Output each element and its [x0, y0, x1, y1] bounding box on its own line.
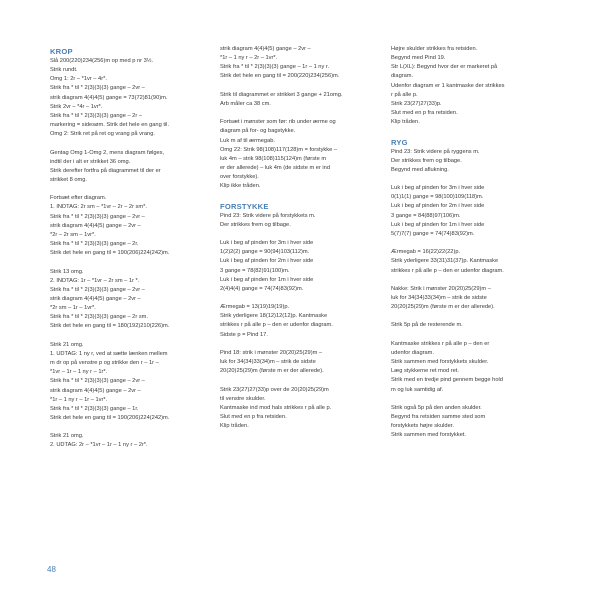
paragraph: [50, 194, 210, 258]
text-line: Strik yderligere 33(31)31(37)p. Kantmaske: [391, 258, 499, 265]
text-line: Strik 23(27)27(33)p over de 20(20)25(29)m: [220, 386, 329, 393]
text-line: Pind 23: Strik videre på forstykkets m.: [220, 212, 316, 219]
text-line: Klip tråden.: [391, 119, 420, 126]
text-line: 1(2)2(2) gange = 90(94)103(112)m.: [220, 249, 310, 256]
text-line: til venstre skulder.: [220, 395, 266, 402]
text-line: *2r sm – 1r – 1vr*.: [50, 305, 96, 312]
text-line: 20(20)25(29)m (første m er der allerede).: [220, 368, 324, 375]
paragraph: [220, 303, 380, 340]
paragraph: [220, 118, 380, 191]
text-line: m dr op på venstre p og strikke den r – 1r –: [50, 360, 159, 367]
text-line: over forstykke).: [220, 174, 259, 181]
text-line: Strik det hele en gang til = 190(206)224(242)m.: [50, 415, 170, 422]
text-line: Str L(XL): Begynd hvor der er markeret på: [391, 64, 498, 71]
text-line: 3 gange = 84(88)97(106)m.: [391, 212, 461, 219]
text-line: strik diagram 4(4)4(5) gange = 73(72)81(90)m.: [50, 94, 168, 101]
text-line: Strik 5p på de resterende m.: [391, 322, 463, 329]
text-line: luk 4m – strik 98(108)115(124)m (første m: [220, 155, 327, 162]
text-line: Slut med en p fra retsiden.: [220, 413, 287, 420]
text-line: Strik rundt.: [50, 67, 78, 74]
text-line: Strik sammen med forstykket.: [391, 432, 466, 439]
paragraph: [50, 57, 210, 139]
text-line: Begynd fra retsiden samme sted som: [391, 413, 486, 420]
paragraph: [391, 340, 563, 395]
text-line: Luk i beg af pinden for 2m i hver side: [220, 258, 314, 265]
text-line: 20(20)25(29)m (første m er der allerede).: [391, 304, 495, 311]
section-heading: FORSTYKKE: [220, 201, 269, 211]
text-line: diagram på for- og bagstykke.: [220, 128, 296, 135]
paragraph: [391, 184, 563, 239]
text-line: Luk i beg af pinden for 1m i hver side: [391, 221, 485, 228]
text-line: diagram.: [391, 73, 414, 80]
text-line: Strik fra * til * 2(3)(3)(3) gange – 2r –: [50, 112, 142, 119]
text-line: *2r – 2r sm – 1vr*.: [50, 231, 96, 238]
text-line: 3 gange = 78(82)91(100)m.: [220, 267, 290, 274]
section-heading: KROP: [50, 47, 73, 56]
text-line: 2. UDTAG: 2r – *1vr – 1r – 1 ny r – 2r*.: [50, 442, 148, 449]
text-line: Udenfor diagram er 1 kantmaske der strikkes: [391, 82, 505, 89]
text-line: Klip tråden.: [220, 423, 249, 430]
text-line: Slut med en p fra retsiden.: [391, 110, 458, 117]
text-line: Der strikkes frem og tilbage.: [220, 221, 291, 228]
text-line: 1. INDTAG: 2r sm – *1vr – 2r – 2r sm*.: [50, 204, 147, 211]
text-line: Højre skulder strikkes fra retsiden.: [391, 46, 478, 52]
text-line: Gentag Omg 1-Omg 2, mens diagram følges,: [50, 149, 165, 156]
text-line: *1vr – 1r – 1 ny r – 1r*.: [50, 369, 108, 376]
text-line: Strik fra * til * 2(3)(3)(3) gange – 2vr –: [50, 286, 145, 293]
text-line: Klip ikke tråden.: [220, 183, 261, 190]
text-line: Ærmegab = 13(19)19(19)p.: [220, 304, 290, 311]
text-line: Strik fra * til * 2(3)(3)(3) gange – 1r.: [50, 405, 139, 412]
text-line: 1. UDTAG: 1 ny r, ved at sætte lænken mellem: [50, 350, 168, 357]
text-line: Kantmaske strikkes r på alle p – den er: [391, 340, 490, 347]
text-line: Strik fra * til * 2(3)(3)(3) gange – 2r.: [50, 241, 139, 248]
paragraph: [220, 45, 380, 82]
text-line: luk for 34(34)33(34)m – strik de sidste: [220, 359, 316, 366]
text-line: indtil der i alt er strikket 36 omg.: [50, 158, 131, 165]
text-line: Strik fra * til * 2(3)(3)(3) gange – 2r sm.: [50, 314, 148, 321]
text-line: Strik 13 omg.: [50, 268, 84, 275]
text-line: r på alle p.: [391, 91, 418, 98]
text-line: Fortsæt efter diagram.: [50, 195, 107, 202]
text-line: Strik det hele en gang til = 190(206)224(242)m.: [50, 250, 170, 257]
text-line: 0(1)1(1) gange = 98(100)109(118)m.: [391, 194, 484, 201]
text-line: Kantmaske ind mod hals strikkes r på alle p.: [220, 404, 332, 411]
text-line: Læg stykkerne ret mod ret.: [391, 368, 459, 375]
column-2: [220, 45, 380, 440]
text-line: m og luk samtidig af.: [391, 386, 444, 393]
paragraph: [50, 268, 210, 332]
paragraph: [391, 285, 563, 312]
paragraph: [50, 149, 210, 186]
text-line: Strik 23(27)27(33)p.: [391, 100, 442, 107]
text-line: 2(4)4(4) gange = 74(74)83(92)m.: [220, 285, 304, 292]
text-line: Der strikkes frem og tilbage.: [391, 157, 462, 164]
text-line: Strik fra * til * 2(3)(3)(3) gange – 2vr –: [50, 378, 145, 385]
paragraph: [391, 321, 563, 330]
text-line: strik diagram 4(4)4(5) gange – 2vr –: [220, 46, 311, 52]
text-line: Strik med en tredje pind gennem begge hold: [391, 377, 503, 384]
text-line: Strik 21 omg.: [50, 433, 84, 440]
text-line: er der allerede) – luk 4m (de sidste m er ind: [220, 165, 331, 171]
text-line: strik diagram 4(4)4(5) gange – 2vr –: [50, 222, 141, 229]
text-line: Begynd med aflukning.: [391, 166, 449, 173]
text-line: Luk m af til ærmegab.: [220, 137, 276, 144]
text-line: Omg 22: Strik 98(108)117(128)m = forstykke –: [220, 146, 338, 153]
paragraph: [391, 45, 563, 127]
text-line: strikkes r på alle p – den er udenfor diagram.: [391, 267, 504, 274]
text-line: *1r – 1 ny r – 1r – 1vr*.: [50, 396, 108, 403]
text-line: Strik det hele en gang til = 180(192)210(226)m.: [50, 323, 170, 330]
text-line: *1r – 1 ny r – 2r – 1vr*.: [220, 55, 278, 62]
paragraph: [220, 349, 380, 376]
column-3: [391, 45, 563, 450]
text-line: Begynd med Pind 19.: [391, 55, 446, 62]
text-line: Luk i beg af pinden for 2m i hver side: [391, 203, 485, 210]
text-line: Luk i beg af pinden for 3m i hver side: [391, 185, 485, 192]
text-line: Strik fra * til * 2(3)(3)(3) gange – 1r – 1 ny r.: [220, 64, 330, 71]
text-line: Strik fra * til * 2(3)(3)(3) gange – 2vr –: [50, 213, 145, 220]
text-line: Arb måler ca 38 cm.: [220, 100, 271, 107]
text-line: Strik derefter fortfra på diagrammet til der er: [50, 167, 161, 174]
paragraph: [391, 404, 563, 441]
text-line: Strik 2vr – *4r – 1vr*.: [50, 103, 103, 110]
text-line: Slå 200(220)234(256)m op med p nr 3½.: [50, 58, 154, 64]
text-line: strik diagram 4(4)4(5) gange – 2vr –: [50, 296, 141, 303]
text-line: forstykkets højre skulder.: [391, 423, 454, 430]
text-line: Strik også 5p på den anden skulder.: [391, 404, 482, 411]
text-line: Omg 1: 2r – *1vr – 4r*.: [50, 76, 107, 83]
text-line: Nakke: Strik i mønster 20(20)25(29)m –: [391, 285, 491, 292]
text-line: markering = sidesøm. Strik det hele en gang til.: [50, 122, 170, 129]
text-line: Luk i beg af pinden for 1m i hver side: [220, 276, 314, 283]
paragraph: [50, 432, 210, 450]
paragraph: [391, 248, 563, 275]
section-heading: RYG: [391, 137, 408, 147]
text-line: strik diagram 4(4)4(5) gange – 2vr –: [50, 387, 141, 394]
text-line: Strik det hele en gang til = 200(220)234(256)m.: [220, 73, 340, 80]
text-line: Strik yderligere 18(12)12(12)p. Kantmaske: [220, 313, 328, 320]
paragraph: [50, 341, 210, 423]
paragraph: [220, 239, 380, 294]
paragraph: [391, 148, 563, 175]
text-line: Fortsæt i mønster som før: rib under ærme og: [220, 119, 336, 126]
text-line: Strik fra * til * 2(3)(3)(3) gange – 2vr –: [50, 85, 145, 92]
paragraph: [220, 91, 380, 109]
text-line: Pind 23: Strik videre på ryggens m.: [391, 148, 480, 155]
text-line: strikket 8 omg.: [50, 177, 87, 184]
page-number: 48: [47, 565, 56, 574]
text-line: 5(7)7(7) gange = 74(74)83(92)m.: [391, 230, 475, 237]
text-line: Strik sammen med forstykkets skulder.: [391, 359, 489, 366]
text-line: Pind 18: strik i mønster 20(20)25(29)m –: [220, 349, 323, 356]
text-line: 2. INDTAG: 1r – *1vr – 2r sm – 1r *.: [50, 277, 140, 284]
paragraph: [220, 212, 380, 230]
paragraph: [220, 386, 380, 432]
text-line: luk for 34(34)33(34)m – strik de sidste: [391, 295, 487, 301]
text-line: Sidste p = Pind 17.: [220, 331, 268, 338]
column-1: [50, 46, 210, 460]
text-line: strikkes r på alle p – den er udenfor diagram.: [220, 322, 333, 329]
text-line: udenfor diagram.: [391, 349, 434, 356]
text-line: Strik 21 omg.: [50, 341, 84, 348]
text-line: Luk i beg af pinden for 3m i hver side: [220, 240, 314, 247]
text-line: Strik til diagrammet er strikket 3 gange + 21omg.: [220, 91, 343, 98]
text-line: Ærmegab = 16(22)22(22)p.: [391, 249, 461, 256]
text-line: Omg 2: Strik ret på ret og vrang på vrang.: [50, 131, 155, 138]
